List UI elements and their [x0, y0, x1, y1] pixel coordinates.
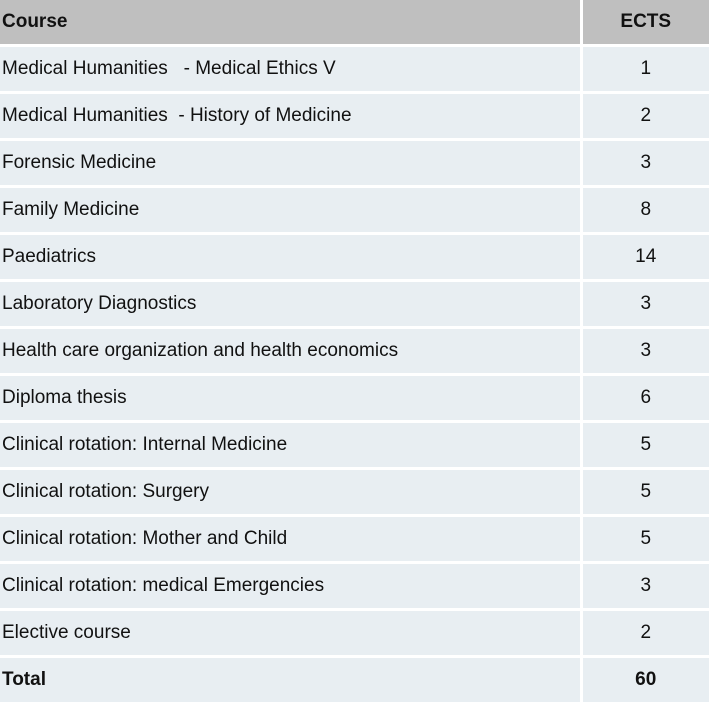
ects-cell: 8: [581, 187, 709, 234]
course-cell: Medical Humanities - Medical Ethics V: [0, 46, 581, 93]
table-header-row: [0, 0, 709, 46]
total-row: [0, 657, 709, 703]
table-row: [0, 610, 709, 657]
table-row: [0, 140, 709, 187]
ects-cell: 5: [581, 516, 709, 563]
course-cell: Paediatrics: [0, 234, 581, 281]
table-row: [0, 469, 709, 516]
table-row: [0, 187, 709, 234]
ects-cell: 6: [581, 375, 709, 422]
course-cell: Medical Humanities - History of Medicine: [0, 93, 581, 140]
total-label: Total: [0, 657, 581, 703]
ects-cell: 2: [581, 93, 709, 140]
ects-cell: 1: [581, 46, 709, 93]
course-cell: Elective course: [0, 610, 581, 657]
ects-cell: 3: [581, 328, 709, 375]
ects-cell: 5: [581, 422, 709, 469]
table-row: [0, 234, 709, 281]
course-cell: Diploma thesis: [0, 375, 581, 422]
course-cell: Forensic Medicine: [0, 140, 581, 187]
table-row: [0, 563, 709, 610]
course-cell: Health care organization and health economics: [0, 328, 581, 375]
column-header-course: Course: [0, 0, 581, 46]
table-row: [0, 328, 709, 375]
course-cell: Family Medicine: [0, 187, 581, 234]
table-row: [0, 93, 709, 140]
table-row: [0, 281, 709, 328]
table-row: [0, 422, 709, 469]
column-header-ects: ECTS: [581, 0, 709, 46]
ects-cell: 2: [581, 610, 709, 657]
table-row: [0, 375, 709, 422]
ects-cell: 3: [581, 140, 709, 187]
ects-cell: 3: [581, 281, 709, 328]
course-cell: Clinical rotation: Internal Medicine: [0, 422, 581, 469]
course-cell: Clinical rotation: medical Emergencies: [0, 563, 581, 610]
ects-cell: 14: [581, 234, 709, 281]
table-row: [0, 46, 709, 93]
course-cell: Clinical rotation: Surgery: [0, 469, 581, 516]
total-ects: 60: [581, 657, 709, 703]
course-cell: Clinical rotation: Mother and Child: [0, 516, 581, 563]
ects-cell: 5: [581, 469, 709, 516]
ects-cell: 3: [581, 563, 709, 610]
course-cell: Laboratory Diagnostics: [0, 281, 581, 328]
table-row: [0, 516, 709, 563]
